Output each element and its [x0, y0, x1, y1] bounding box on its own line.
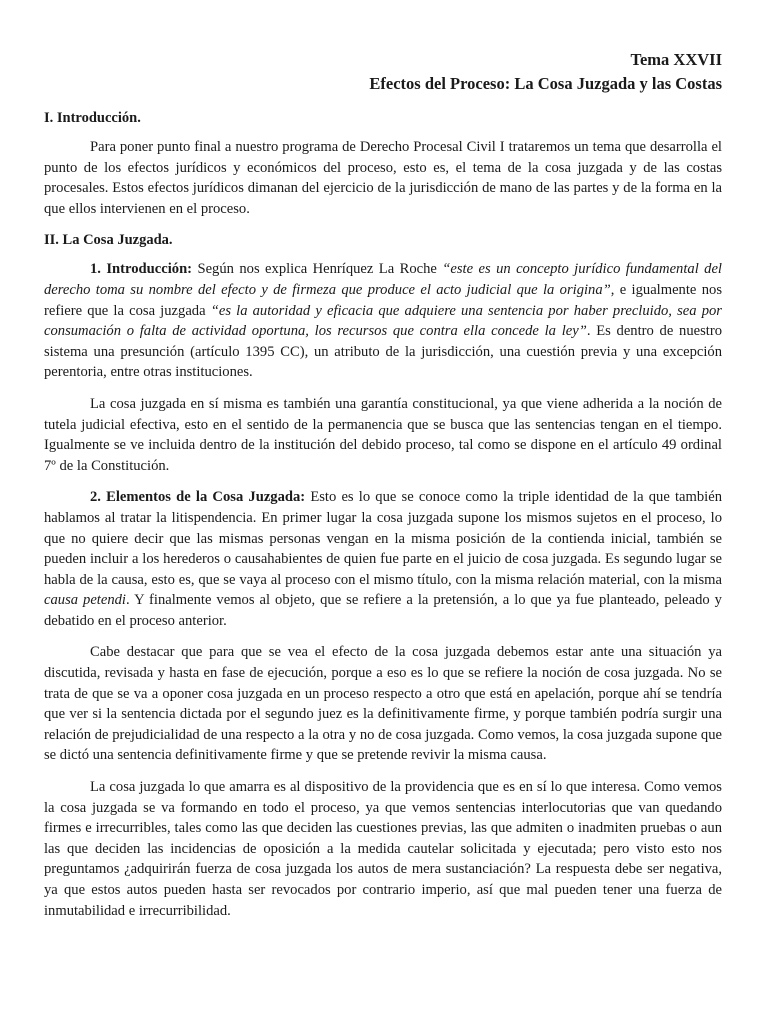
- paragraph-elementos: 2. Elementos de la Cosa Juzgada: Esto es lo que se conoce como la triple identidad de la que también hablamos al tratar la litispendencia. En primer lugar la cosa juzgada supone los mismos sujetos en el proceso, lo que no quiere decir que las mismas personas vengan en la misma posición de la contienda inicial, también se pueden incluir a los herederos o causahabientes de quien fue parte en el juicio de cosa juzgada. Es segundo lugar se habla de la causa, esto es, que se vaya al proceso con el mismo título, con la misma relación material, con la misma causa petendi. Y finalmente vemos al objeto, que se refiere a la pretensión, a lo que ya fue planteado, peleado y debatido en el proceso anterior.: [44, 489, 722, 629]
- quote-concepto: “este es un concepto jurídico fundamental del derecho toma su nombre del efecto y de firmeza que produce el acto judicial que la origina”: [44, 261, 722, 298]
- paragraph-dispositivo: La cosa juzgada lo que amarra es al dispositivo de la providencia que es en sí lo que interesa. Como vemos la cosa juzgada se va formando en todo el proceso, ya que vemos sentencias interlocutorias que van quedando firmes e irrecurribles, tales como las que deciden las cuestiones previas, las que admiten o inadmiten pruebas o aun las que deciden las incidencias de oposición a la medida cautelar solicitada y ejecutada; pero visto esto nos preguntamos ¿adquirirán fuerza de cosa juzgada los autos de mera sustanciación? La respuesta debe ser negativa, ya que estos autos pueden hasta ser revocados por contrario imperio, así que mal pueden tener una fuerza de inmutabilidad e irrecurribilidad.: [44, 779, 722, 919]
- quote-autoridad: “es la autoridad y eficacia que adquiere una sentencia por haber precluido, sea por consumación o falta de actividad oportuna, los recursos que contra ella concede la ley”: [44, 302, 722, 340]
- document-title: Efectos del Proceso: La Cosa Juzgada y las Costas: [369, 74, 722, 93]
- subheading-introduccion: 1. Introducción:: [90, 261, 193, 278]
- paragraph-cosa-juzgada-introduccion: 1. Introducción: Según nos explica Henríquez La Roche “este es un concepto jurídico fundamental del derecho toma su nombre del efecto y de firmeza que produce el acto judicial que la origina”, e igualmente nos refiere que la cosa juzgada “es la autoridad y eficacia que adquiere una sentencia por haber precluido, sea por consumación o falta de actividad oportuna, los recursos que contra ella concede la ley”. Es dentro de nuestro sistema una presunción (artículo 1395 CC), un atributo de la jurisdicción, una cuestión previa y una excepción perentoria, entre otras instituciones.: [44, 261, 723, 381]
- section-heading-cosa-juzgada: II. La Cosa Juzgada.: [44, 232, 173, 249]
- tema-number: Tema XXVII: [630, 50, 722, 69]
- document-header: [44, 48, 722, 96]
- paragraph-garantia-constitucional: La cosa juzgada en sí misma es también una garantía constitucional, ya que viene adherida a la noción de tutela judicial efectiva, esto en el sentido de la permanencia que se busca que las sentencias tengan en el tiempo. Igualmente se ve incluida dentro de la institución del debido proceso, tal como se dispone en el artículo 49 ordinal 7º de la Constitución.: [44, 395, 722, 474]
- paragraph-efecto: Cabe destacar que para que se vea el efecto de la cosa juzgada debemos estar ante una situación ya discutida, revisada y hasta en fase de ejecución, porque a eso es lo que se refiere la noción de cosa juzgada. No se trata de que se va a oponer cosa juzgada en un proceso respecto a otro que está en apelación, porque ahí se tendría que ver si la sentencia dictada por el segundo juez es la definitivamente firme, y porque también podría surgir una relación de prejudicialidad de una respecto a la otra y no de cosa juzgada. Como vemos, la cosa juzgada supone que se dictó una sentencia definitivamente firme y que se pretende revivir la misma causa.: [44, 644, 722, 764]
- term-causa-petendi: causa petendi: [44, 592, 126, 609]
- section-heading-introduccion: I. Introducción.: [44, 110, 141, 126]
- subheading-elementos: 2. Elementos de la Cosa Juzgada:: [90, 489, 306, 506]
- paragraph-introduccion: Para poner punto final a nuestro programa de Derecho Procesal Civil I trataremos un tema que desarrolla el punto de los efectos jurídicos y económicos del proceso, esto es, el tema de la cosa juzgada y de las costas procesales. Estos efectos jurídicos dimanan del ejercicio de la jurisdicción de mano de las partes y de la forma en la que ellos intervienen en el proceso.: [44, 139, 722, 217]
